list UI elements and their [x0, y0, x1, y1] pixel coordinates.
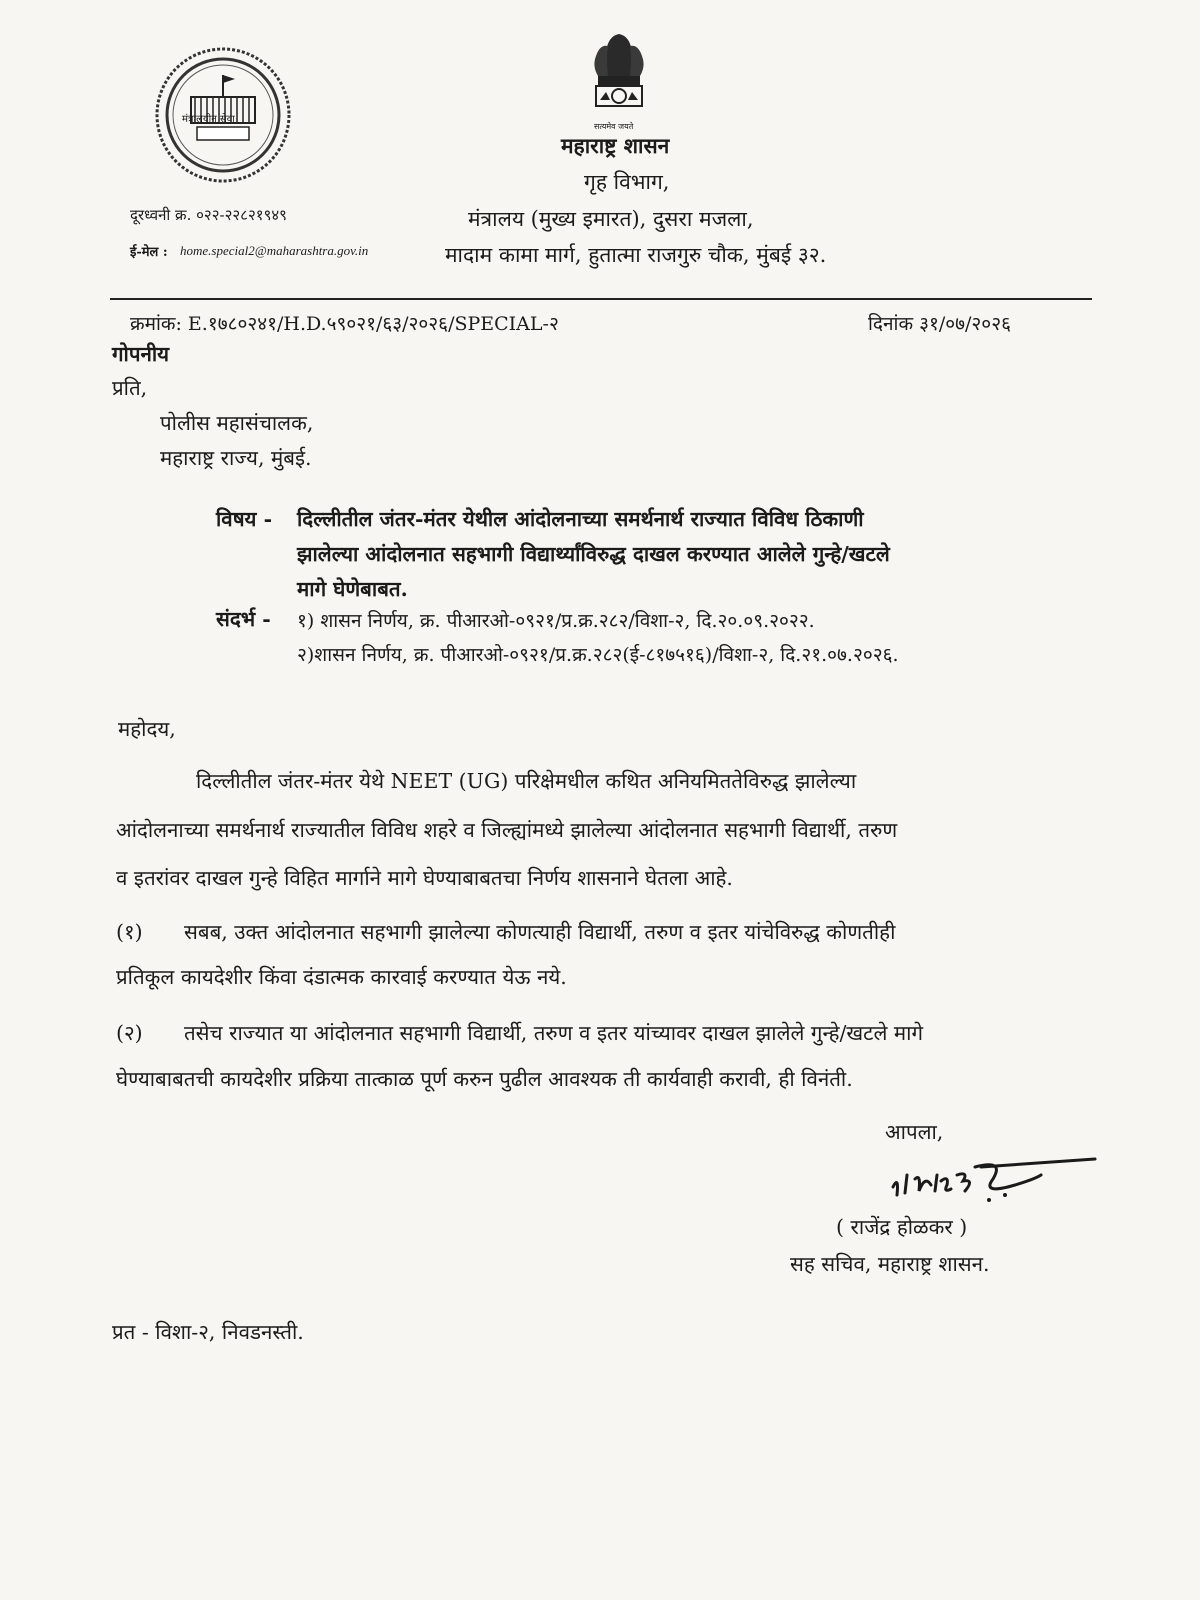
address-line-1: मंत्रालय (मुख्य इमारत), दुसरा मजला,	[468, 207, 754, 231]
confidential-label: गोपनीय	[112, 342, 170, 366]
address-line-2: मादाम कामा मार्ग, हुतात्मा राजगुरु चौक, मुंबई ३२.	[445, 243, 827, 267]
reference-1: १) शासन निर्णय, क्र. पीआरओ-०९२१/प्र.क्र.२८२/विशा-२, दि.२०.०९.२०२२.	[297, 610, 815, 632]
point-2-number: (२)	[116, 1021, 143, 1045]
seal-caption: मंत्रालयीन सेवा	[182, 114, 235, 125]
point-2-line-1: तसेच राज्यात या आंदोलनात सहभागी विद्यार्थी, तरुण व इतर यांच्यावर दाखल झालेले गुन्हे/खटले मागे	[184, 1021, 924, 1045]
signatory-designation: सह सचिव, महाराष्ट्र शासन.	[790, 1252, 990, 1276]
letter-date: दिनांक ३१/०७/२०२६	[868, 313, 1011, 335]
reference-2: २)शासन निर्णय, क्र. पीआरओ-०९२१/प्र.क्र.२८२(ई-८१७५१६)/विशा-२, दि.२१.०७.२०२६.	[297, 644, 899, 666]
subject-label: विषय -	[216, 507, 273, 531]
point-1-line-2: प्रतिकूल कायदेशीर किंवा दंडात्मक कारवाई करण्यात येऊ नये.	[116, 965, 567, 989]
subject-line-2: झालेल्या आंदोलनात सहभागी विद्यार्थ्यांविरुद्ध दाखल करण्यात आलेले गुन्हे/खटले	[297, 542, 890, 566]
paragraph-1-line-3: व इतरांवर दाखल गुन्हे विहित मार्गाने मागे घेण्याबाबतचा निर्णय शासनाने घेतला आहे.	[116, 866, 733, 890]
copy-to-line: प्रत - विशा-२, निवडनस्ती.	[112, 1320, 304, 1344]
point-1-number: (१)	[116, 920, 143, 944]
recipient-to: प्रति,	[112, 376, 148, 400]
handwritten-signature-icon	[885, 1145, 1115, 1205]
header-divider	[110, 298, 1092, 300]
closing-yours: आपला,	[885, 1120, 944, 1144]
email-label: ई-मेल :	[130, 245, 168, 260]
recipient-line-1: पोलीस महासंचालक,	[160, 411, 314, 435]
phone-number: दूरध्वनी क्र. ०२२-२२८२१९४९	[130, 206, 287, 224]
subject-line-1: दिल्लीतील जंतर-मंतर येथील आंदोलनाच्या समर्थनार्थ राज्यात विविध ठिकाणी	[297, 507, 864, 531]
email-address[interactable]: home.special2@maharashtra.gov.in	[180, 243, 369, 258]
national-emblem-icon	[588, 30, 650, 130]
recipient-line-2: महाराष्ट्र राज्य, मुंबई.	[160, 446, 312, 470]
point-2-line-2: घेण्याबाबतची कायदेशीर प्रक्रिया तात्काळ पूर्ण करुन पुढील आवश्यक ती कार्यवाही करावी, ही विनंती.	[116, 1067, 853, 1091]
department-name: गृह विभाग,	[584, 170, 670, 194]
point-1-line-1: सबब, उक्त आंदोलनात सहभागी झालेल्या कोणत्याही विद्यार्थी, तरुण व इतर यांचेविरुद्ध कोणतीही	[184, 920, 896, 944]
references-label: संदर्भ -	[216, 607, 271, 631]
emblem-motto: सत्यमेव जयते	[594, 122, 634, 131]
subject-line-3: मागे घेणेबाबत.	[297, 577, 408, 601]
paragraph-1-line-2: आंदोलनाच्या समर्थनार्थ राज्यातील विविध शहरे व जिल्ह्यांमध्ये झालेल्या आंदोलनात सहभागी विद्यार्थी, तरुण	[116, 818, 898, 842]
paragraph-1-line-1: दिल्लीतील जंतर-मंतर येथे NEET (UG) परिक्षेमधील कथित अनियमिततेविरुद्ध झालेल्या	[196, 769, 857, 793]
signatory-name: ( राजेंद्र होळकर )	[836, 1215, 968, 1239]
salutation: महोदय,	[118, 717, 176, 741]
reference-number: क्रमांक: E.१७८०२४१/H.D.५९०२१/६३/२०२६/SPECIAL-२	[130, 313, 559, 335]
government-name: महाराष्ट्र शासन	[561, 133, 670, 158]
